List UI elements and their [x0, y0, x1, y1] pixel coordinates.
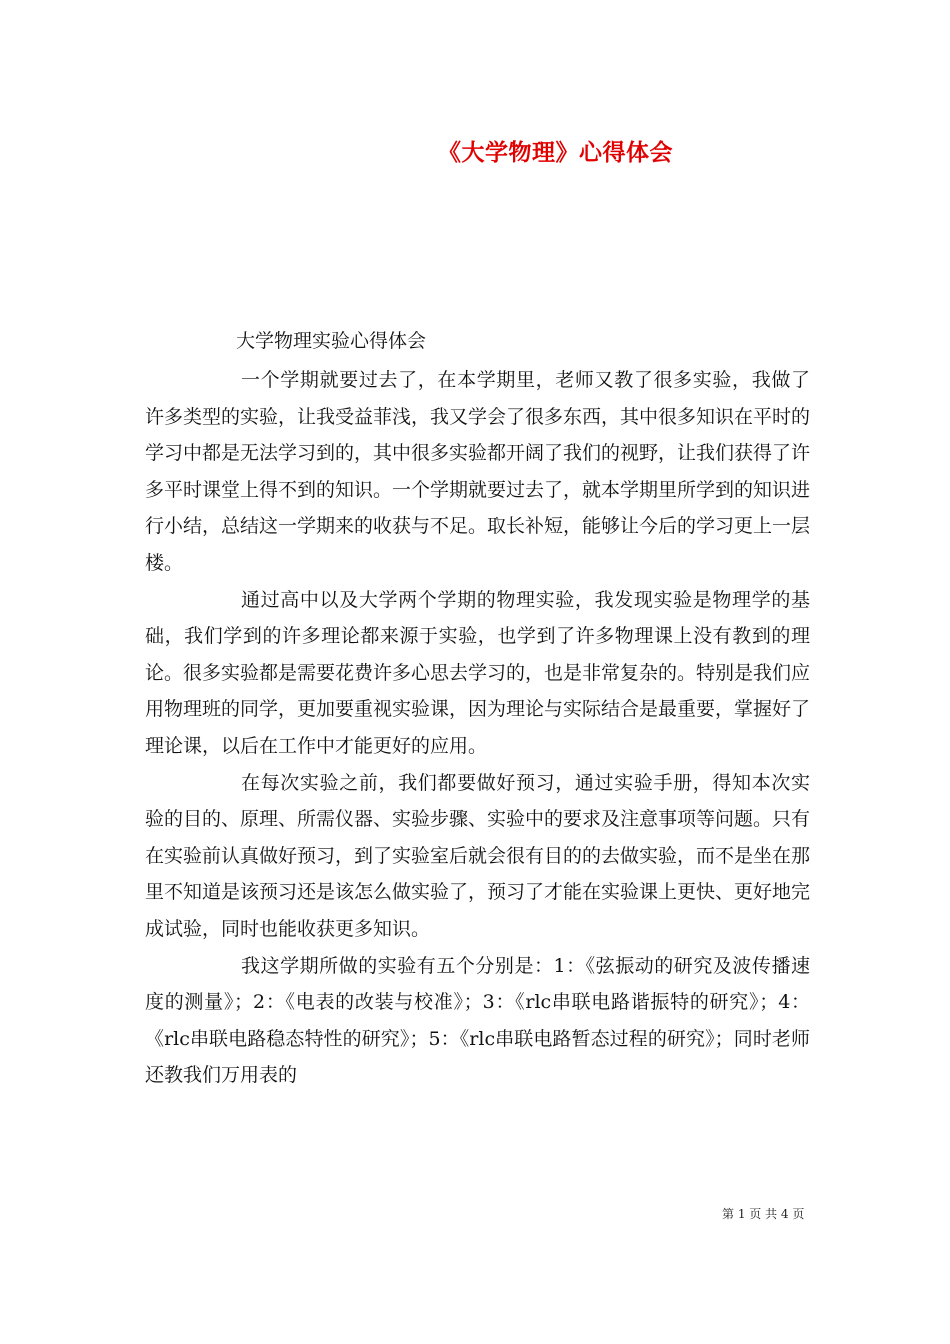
page-footer: 第 1 页 共 4 页 [722, 1207, 805, 1221]
document-title: 《大学物理》心得体会 [438, 139, 673, 166]
paragraph-3: 在每次实验之前，我们都要做好预习，通过实验手册，得知本次实验的目的、原理、所需仪器、实验步骤、实验中的要求及注意事项等问题。只有在实验前认真做好预习，到了实验室后就会很有目的的去做实验，而不是坐在那里不知道是该预习还是该怎么做实验了，预习了才能在实验课上更快、更好地完成试验，同时也能收获更多知识。 [145, 771, 811, 940]
paragraph-2: 通过高中以及大学两个学期的物理实验，我发现实验是物理学的基础，我们学到的许多理论都来源于实验，也学到了许多物理课上没有教到的理论。很多实验都是需要花费许多心思去学习的，也是非常复杂的。特别是我们应用物理班的同学，更加要重视实验课，因为理论与实际结合是最重要，掌握好了理论课，以后在工作中才能更好的应用。 [145, 588, 811, 757]
document-subtitle: 大学物理实验心得体会 [236, 330, 427, 352]
document-body [145, 362, 810, 1094]
paragraph-4: 我这学期所做的实验有五个分别是：1：《弦振动的研究及波传播速度的测量》；2：《电表的改装与校准》；3：《rlc串联电路谐振特的研究》；4：《rlc串联电路稳态特性的研究》；5：《rlc串联电路暂态过程的研究》；同时老师还教我们万用表的 [145, 954, 810, 1087]
paragraph-1: 一个学期就要过去了，在本学期里，老师又教了很多实验，我做了许多类型的实验，让我受益菲浅，我又学会了很多东西，其中很多知识在平时的学习中都是无法学习到的，其中很多实验都开阔了我们的视野，让我们获得了许多平时课堂上得不到的知识。一个学期就要过去了，就本学期里所学到的知识进行小结，总结这一学期来的收获与不足。取长补短，能够让今后的学习更上一层楼。 [145, 369, 811, 574]
